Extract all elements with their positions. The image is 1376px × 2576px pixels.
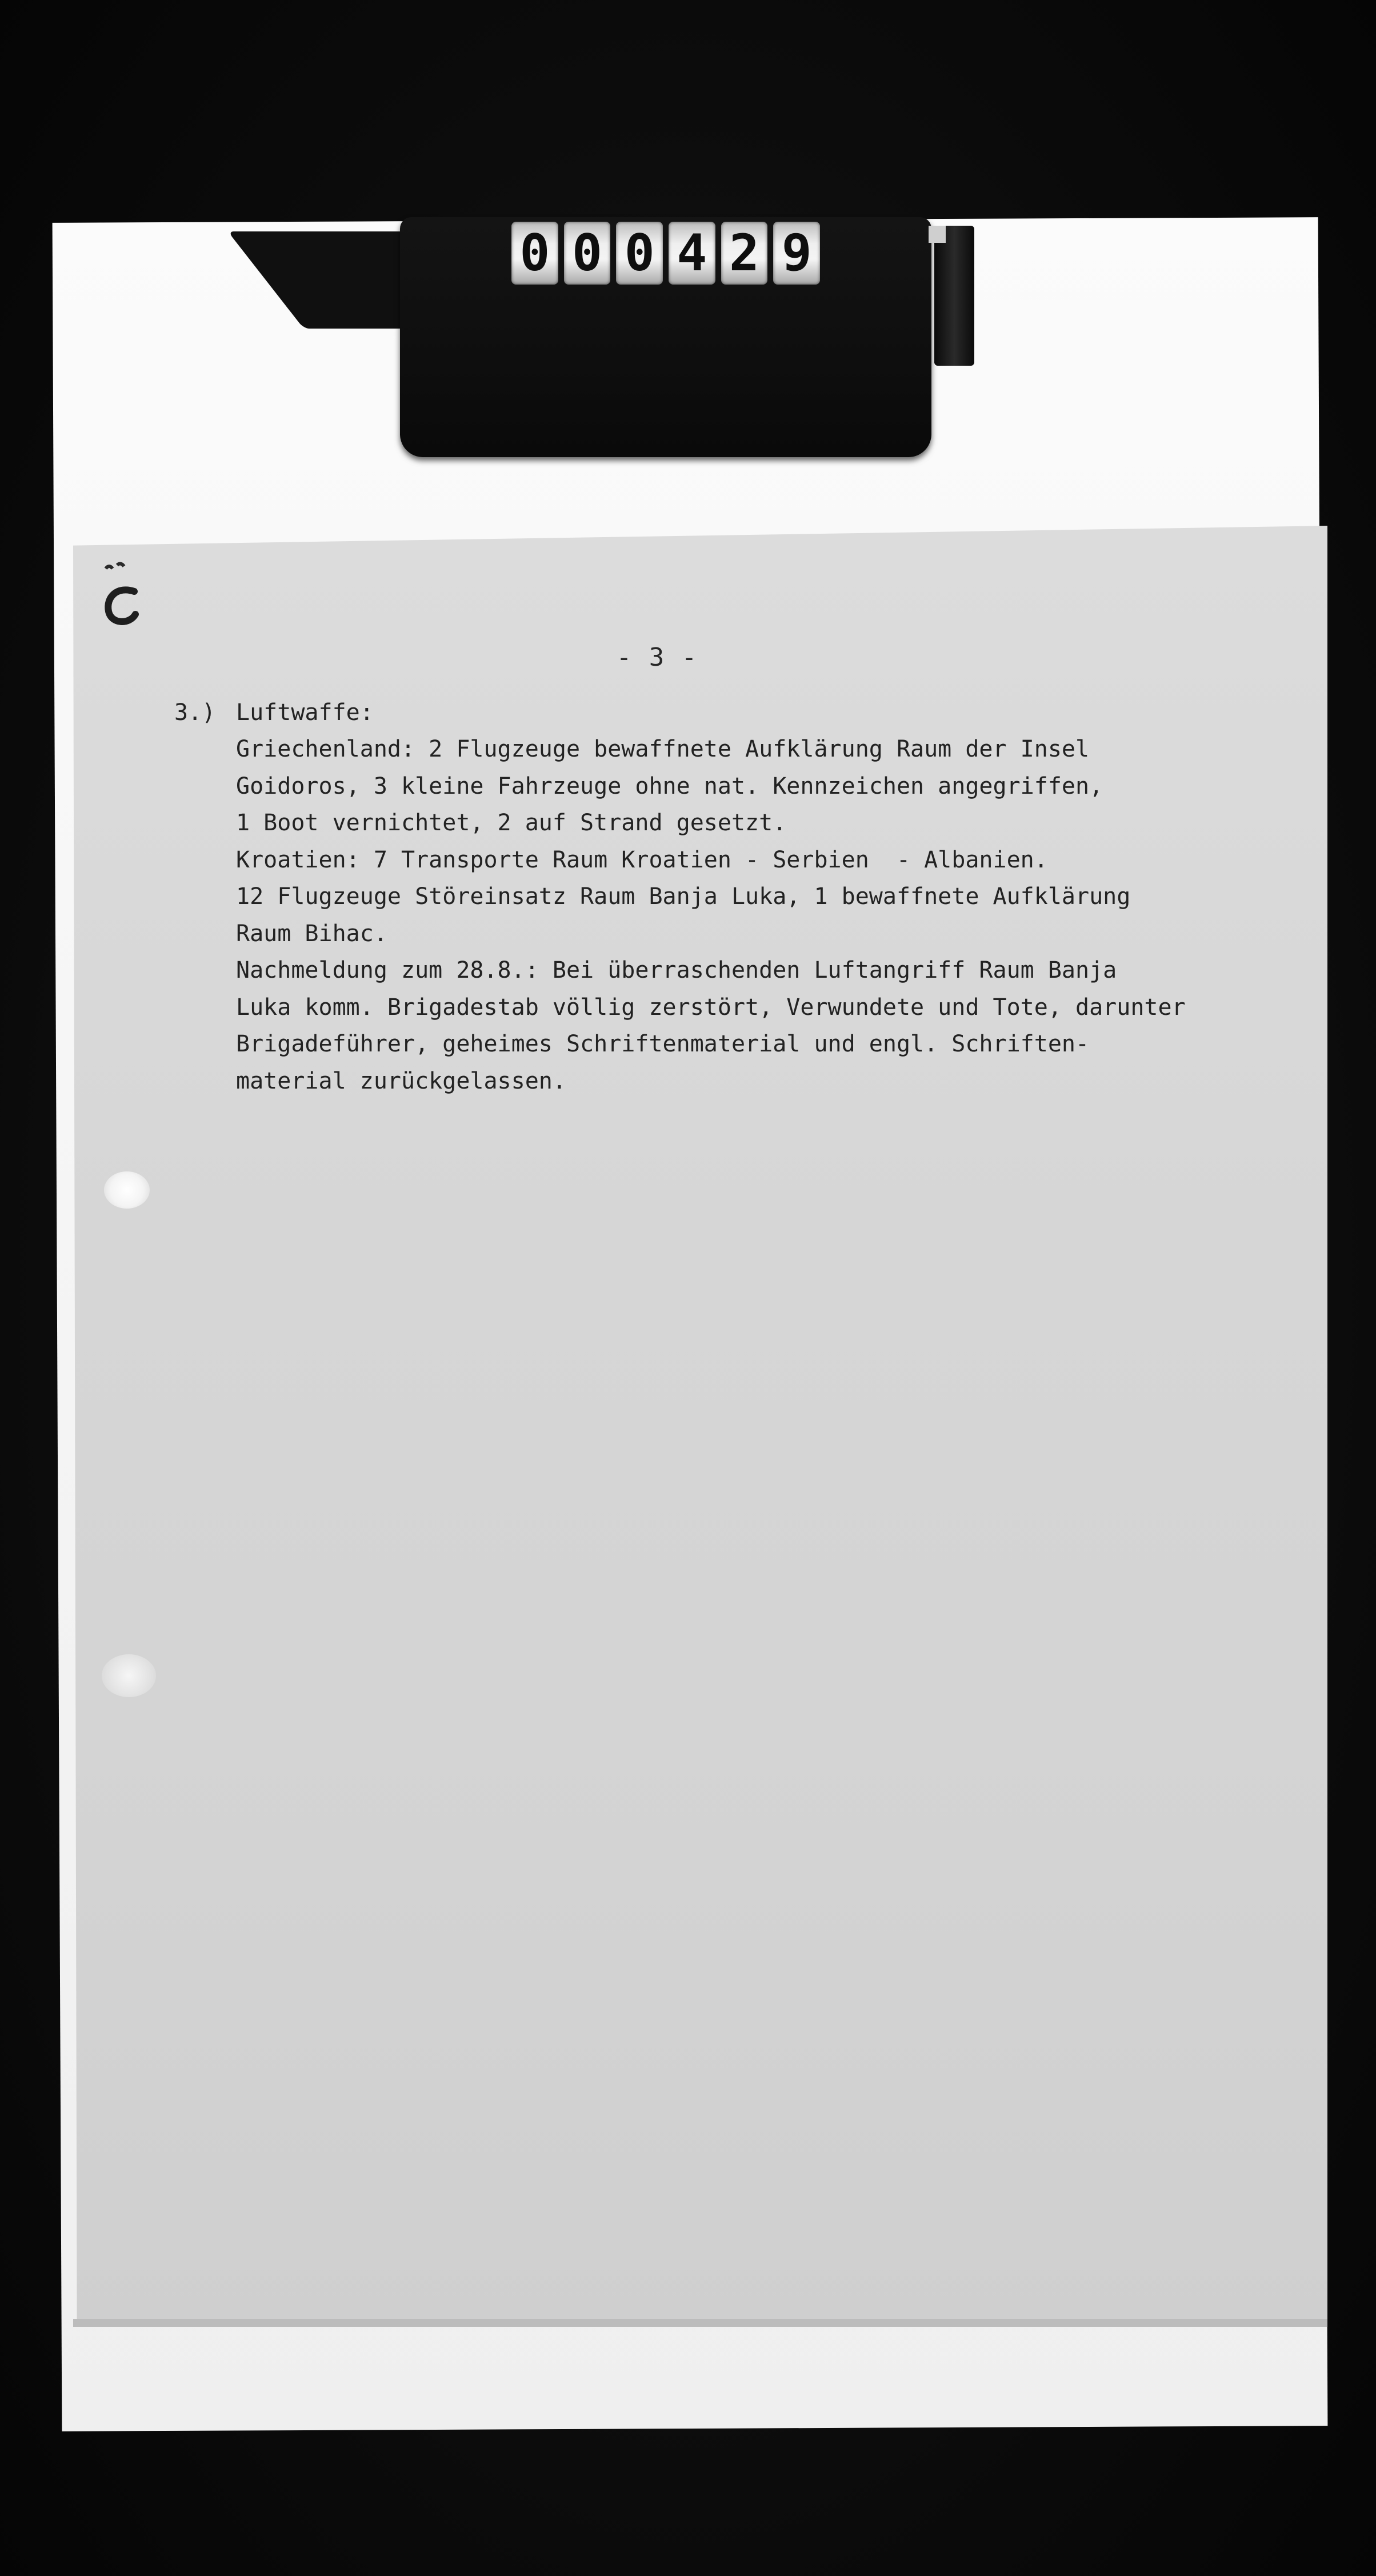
- text-line: Goidoros, 3 kleine Fahrzeuge ohne nat. Kennzeichen angegriffen,: [236, 773, 1103, 799]
- counter-knob-cap: [929, 226, 946, 243]
- counter-digit: 0: [511, 222, 558, 285]
- text-line: Kroatien: 7 Transporte Raum Kroatien - Serbien - Albanien.: [236, 846, 1048, 873]
- punch-hole: [104, 1171, 150, 1209]
- counter-knob: [934, 226, 974, 366]
- frame-counter: [511, 222, 820, 285]
- text-line: 1 Boot vernichtet, 2 auf Strand gesetzt.: [236, 810, 787, 836]
- section-heading: [174, 694, 1306, 731]
- punch-hole: [102, 1654, 156, 1697]
- section-body: [236, 731, 1306, 1099]
- text-line: Nachmeldung zum 28.8.: Bei überraschenden Luftangriff Raum Banja: [236, 957, 1117, 983]
- text-line: Brigadeführer, geheimes Schriftenmaterial und engl. Schriften-: [236, 1031, 1090, 1057]
- text-line: Luka komm. Brigadestab völlig zerstört, Verwundete und Tote, darunter: [236, 994, 1186, 1021]
- section-number: 3.): [174, 699, 216, 726]
- handwritten-corner-mark: [94, 557, 157, 631]
- page-number: - 3 -: [616, 643, 698, 672]
- text-line: Griechenland: 2 Flugzeuge bewaffnete Aufklärung Raum der Insel: [236, 736, 1090, 762]
- text-line: 12 Flugzeuge Störeinsatz Raum Banja Luka, 1 bewaffnete Aufklärung: [236, 883, 1131, 910]
- text-line: material zurückgelassen.: [236, 1067, 566, 1094]
- section-title: Luftwaffe:: [236, 699, 374, 726]
- counter-digit: 0: [616, 222, 663, 285]
- counter-digit: 9: [773, 222, 820, 285]
- text-line: Raum Bihac.: [236, 920, 387, 947]
- page-bottom-edge: [73, 2319, 1327, 2327]
- section-luftwaffe: [174, 694, 1306, 1099]
- counter-digit: 2: [721, 222, 768, 285]
- counter-digit: 0: [564, 222, 611, 285]
- counter-digit: 4: [669, 222, 715, 285]
